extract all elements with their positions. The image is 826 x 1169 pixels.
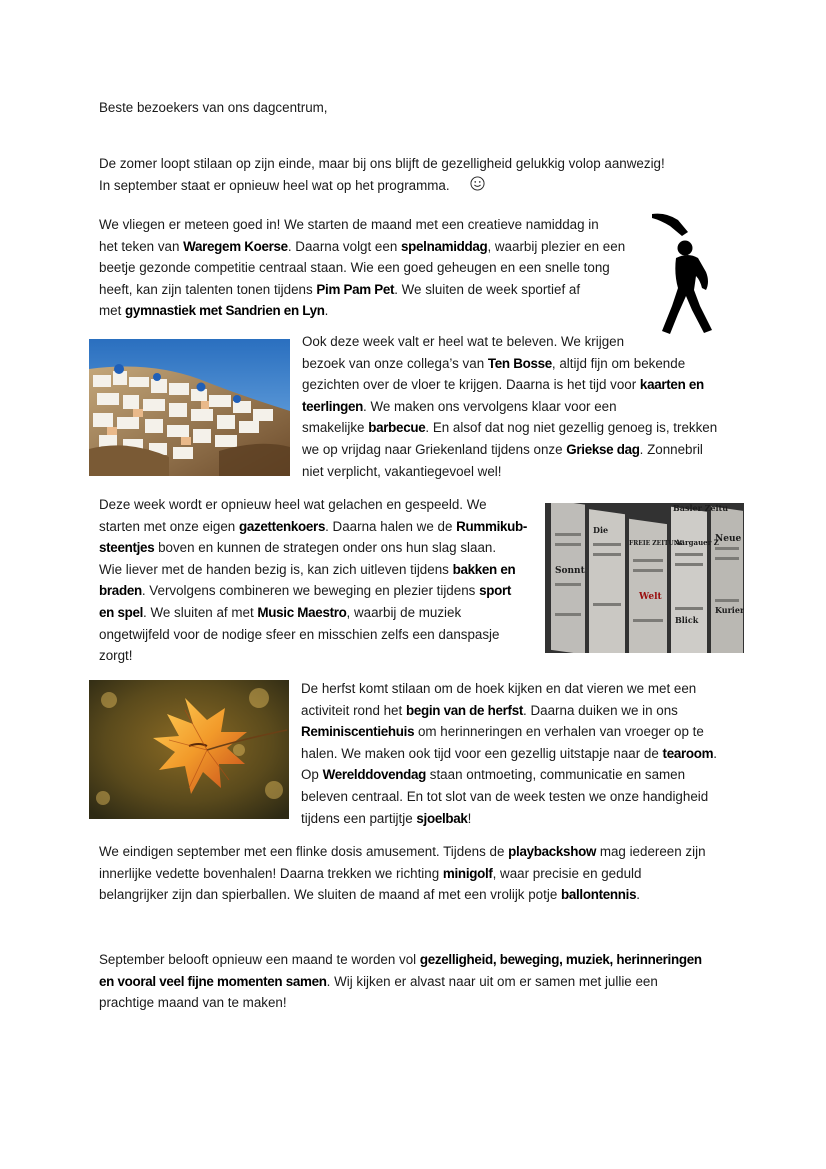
text-run: zorgt! (99, 648, 133, 664)
bold-activity: en vooral veel fijne momenten samen (99, 973, 327, 989)
text-run: We vliegen er meteen goed in! We starten de maand met een creatieve namiddag in (99, 217, 599, 232)
masthead-1: Basler Zeitu (673, 503, 729, 513)
text-run: belangrijker zijn dan spierballen. We sluiten de maand af met een vrolijk potje (99, 887, 561, 903)
text-line (99, 645, 539, 667)
newspaper-rack-photo (545, 503, 744, 653)
text-run: . Daarna volgt een (287, 238, 401, 254)
bold-activity: steentjes (99, 540, 155, 556)
smiley-icon (470, 176, 485, 198)
text-run: met (99, 303, 126, 319)
text-run: mag iedereen zijn (596, 844, 706, 859)
text-line (99, 516, 539, 538)
masthead-8: Kurier (715, 605, 744, 615)
bold-activity: Waregem Koerse (183, 238, 288, 254)
text-line (301, 721, 731, 743)
intro-paragraph (99, 153, 727, 196)
text-run: Op (301, 767, 323, 783)
bold-activity: playbackshow (508, 844, 597, 859)
week1-paragraph (99, 214, 639, 322)
bold-activity: Ten Bosse (487, 355, 552, 371)
text-line (301, 743, 731, 765)
text-run: beetje gezonde competitie centraal staan. Wie een goed geheugen en een snelle tong (99, 260, 610, 276)
text-line (302, 374, 732, 396)
text-line (99, 300, 639, 322)
text-run: . We maken ons vervolgens klaar voor een (363, 398, 617, 414)
text-line (99, 494, 539, 516)
text-run: , waarbij plezier en een (487, 238, 626, 254)
week4-paragraph (301, 678, 731, 829)
text-line (99, 257, 639, 279)
masthead-3: FREIE ZEITUNG (629, 540, 685, 547)
text-run: . We sluiten de week sportief af (394, 281, 581, 297)
text-run: ! (467, 810, 472, 826)
bold-activity: braden (99, 583, 142, 599)
text-run: . (324, 303, 329, 319)
text-run: , altijd fijn om bekende (551, 355, 686, 371)
text-run: . Daarna duiken we in ons (523, 702, 678, 718)
autumn-leaf-photo (89, 680, 289, 819)
bold-activity: gazettenkoers (238, 518, 326, 534)
masthead-4: Die (593, 525, 609, 535)
text-run: innerlijke vedette bovenhalen! Daarna trekken we richting (99, 865, 443, 881)
bold-activity: sport (479, 583, 512, 599)
text-line (99, 992, 727, 1014)
bold-activity: gymnastiek met Sandrien en Lyn (125, 303, 325, 319)
text-line (99, 559, 539, 581)
text-line (99, 279, 639, 301)
text-line (99, 863, 727, 885)
bold-activity: Pim Pam Pet (316, 281, 395, 297)
text-run: . Vervolgens combineren we beweging en plezier tijdens (141, 583, 480, 599)
text-run: . (636, 887, 640, 903)
masthead-7: Welt (639, 592, 662, 602)
text-line (302, 331, 732, 353)
text-run: , waar precisie en geduld (492, 865, 642, 881)
text-run: tijdens een partijtje (301, 810, 417, 826)
text-line (99, 971, 727, 993)
masthead-9: Blick (675, 615, 699, 625)
text-run: het teken van (99, 238, 184, 254)
text-run: . Daarna halen we de (325, 518, 457, 534)
bold-activity: gezelligheid, beweging, muziek, herinneringen (419, 952, 702, 967)
text-run: beleven centraal. En tot slot van de week testen we onze handigheid (301, 788, 709, 804)
text-line (99, 841, 727, 863)
text-line (99, 175, 727, 197)
text-run: staan ontmoeting, communicatie en samen (426, 767, 686, 783)
bold-activity: Rummikub- (456, 518, 528, 534)
bold-activity: tearoom (662, 745, 714, 761)
text-run: De herfst komt stilaan om de hoek kijken en dat vieren we met een (301, 681, 697, 696)
text-run: bezoek van onze collega’s van (302, 355, 488, 371)
text-line (99, 580, 539, 602)
text-run: . (713, 745, 717, 761)
text-run: ongetwijfeld voor de nodige sfeer en misschien zelfs een danspasje (99, 626, 500, 642)
bold-activity: Griekse dag (566, 441, 640, 457)
text-run: we op vrijdag naar Griekenland tijdens onze (302, 441, 567, 457)
text-run: In september staat er opnieuw heel wat op het programma. (99, 177, 450, 193)
text-run: September belooft opnieuw een maand te worden vol (99, 952, 420, 967)
bold-activity: kaarten en (639, 377, 704, 393)
text-line (99, 624, 539, 646)
text-line (99, 537, 539, 559)
text-line (99, 602, 539, 624)
bold-activity: Werelddovendag (322, 767, 427, 783)
greeting: Beste bezoekers van ons dagcentrum, (99, 100, 328, 115)
text-run: Wie liever met de handen bezig is, kan zich uitleven tijdens (99, 561, 453, 577)
text-run: . Zonnebril (639, 441, 703, 457)
text-run: De zomer loopt stilaan op zijn einde, maar bij ons blijft de gezelligheid gelukkig volop aanwezig! (99, 156, 665, 171)
text-line (99, 949, 727, 971)
stretching-silhouette-icon (644, 210, 730, 336)
masthead-2: Neue (715, 534, 742, 544)
text-line (301, 678, 731, 700)
text-run: niet verplicht, vakantiegevoel wel! (302, 463, 502, 479)
text-run: , waarbij de muziek (346, 604, 462, 620)
text-run: Ook deze week valt er heel wat te beleven. We krijgen (302, 334, 625, 349)
bold-activity: en spel (99, 604, 144, 620)
bold-activity: spelnamiddag (401, 238, 488, 254)
text-line (301, 786, 731, 808)
bold-activity: bakken en (452, 561, 516, 577)
text-run: boven en kunnen de strategen onder ons hun slag slaan. (154, 540, 497, 556)
bold-activity: Music Maestro (257, 604, 347, 620)
text-line (302, 353, 732, 375)
text-line (302, 461, 732, 483)
text-run: . We sluiten af met (143, 604, 258, 620)
text-run: We eindigen september met een flinke dosis amusement. Tijdens de (99, 844, 509, 859)
closing-paragraph (99, 949, 727, 1014)
text-line (301, 808, 731, 830)
text-run: gezichten over de vloer te krijgen. Daarna is het tijd voor (302, 377, 640, 393)
text-run: activiteit rond het (301, 702, 406, 718)
week3-paragraph (99, 494, 539, 667)
text-run: smakelijke (302, 420, 369, 436)
text-run: halen. We maken ook tijd voor een gezellig uitstapje naar de (301, 745, 663, 761)
masthead-5: Aargauer Z (675, 538, 719, 547)
santorini-village-photo (89, 339, 290, 476)
text-run: . Wij kijken er alvast naar uit om er samen met jullie een (326, 973, 658, 989)
masthead-6: Sonnt (555, 566, 585, 576)
bold-activity: sjoelbak (416, 810, 468, 826)
text-line (99, 884, 727, 906)
text-run: . En alsof dat nog niet gezellig genoeg is, trekken (425, 420, 718, 436)
text-run: om herinneringen en verhalen van vroeger op te (414, 724, 704, 740)
text-run: heeft, kan zijn talenten tonen tijdens (99, 281, 317, 297)
bold-activity: teerlingen (302, 398, 363, 414)
text-line (302, 439, 732, 461)
week2-paragraph (302, 331, 732, 482)
text-run: starten met onze eigen (99, 518, 239, 534)
bold-activity: Reminiscentiehuis (301, 724, 415, 740)
text-run: prachtige maand van te maken! (99, 995, 287, 1011)
text-line (302, 396, 732, 418)
text-line (99, 236, 639, 258)
text-line (301, 764, 731, 786)
text-line (301, 700, 731, 722)
text-line (99, 214, 639, 236)
bold-activity: ballontennis (560, 887, 637, 903)
text-run: Deze week wordt er opnieuw heel wat gelachen en gespeeld. We (99, 497, 487, 512)
bold-activity: barbecue (368, 420, 426, 436)
intro-lines (99, 153, 727, 196)
bold-activity: begin van de herfst (405, 702, 524, 718)
text-line (99, 153, 727, 175)
week5-paragraph (99, 841, 727, 906)
text-line (302, 417, 732, 439)
bold-activity: minigolf (442, 865, 493, 881)
